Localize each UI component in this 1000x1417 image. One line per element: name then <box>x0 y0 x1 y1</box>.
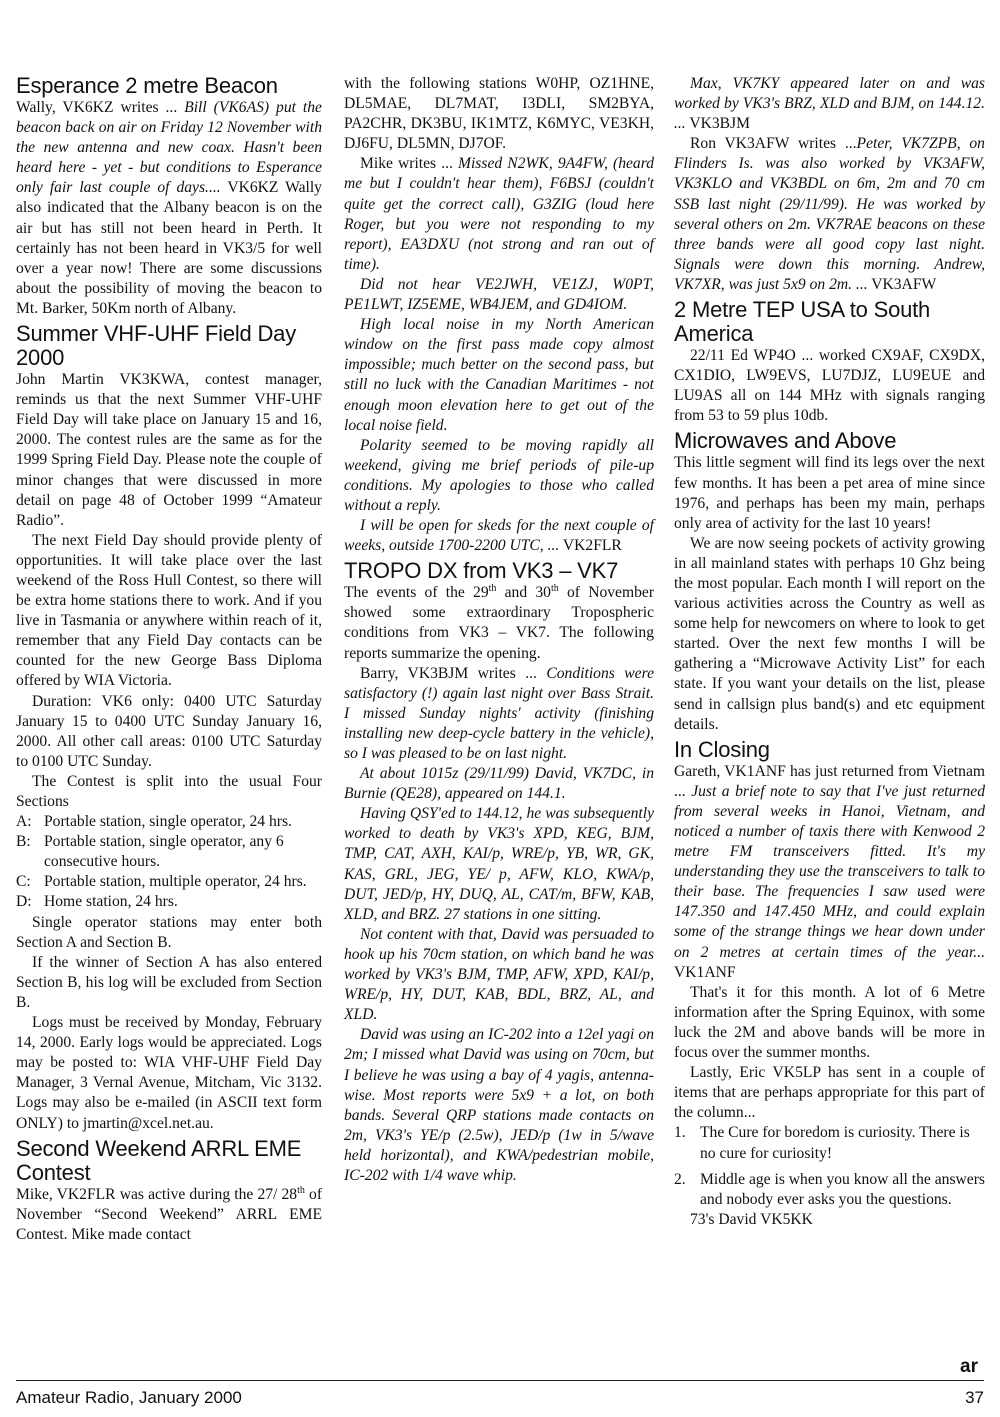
list-item-text: Middle age is when you know all the answers and nobody ever asks you the questions. <box>700 1170 985 1208</box>
beacon-paragraph <box>16 98 322 319</box>
eme-paragraph <box>16 1185 322 1245</box>
closing-paragraph-3: Lastly, Eric VK5LP has sent in a couple of items that are perhaps appropriate for this part of the column... <box>674 1064 985 1122</box>
section-text: Home station, 24 hrs. <box>44 893 178 911</box>
list-item <box>674 1123 985 1163</box>
tep-paragraph: 22/11 Ed WP4O ... worked CX9AF, CX9DX, CX1DIO, LW9EVS, LU7DJZ, LU9EUE and LU9AS all on 144 MHz with signals ranging from 53 to 59 plus 10db. <box>674 347 985 425</box>
closing-intro: Gareth, VK1ANF has just returned from Vietnam ... <box>674 762 985 800</box>
barry-paragraph-6 <box>674 74 985 134</box>
barry-intro: Barry, VK3BJM writes ... <box>360 664 547 682</box>
tropo-sup-1: th <box>488 583 497 595</box>
mike-signature: VK2FLR <box>559 537 622 555</box>
heading-eme-contest: Second Weekend ARRL EME Contest <box>16 1135 302 1185</box>
tropo-paragraph-1 <box>344 583 654 663</box>
section-text: Portable station, single operator, 24 hrs. <box>44 813 292 831</box>
section-item <box>16 812 322 832</box>
micro-paragraph-1: This little segment will find its legs over the next few months. It has been a pet area of mine since 1976, and perhaps has been my main, perhaps only area of activity for the last 10 years! <box>674 454 985 532</box>
ron-quote: Peter, VK7ZPB, on Flinders Is. was also worked by VK3AFW, VK3KLO and VK3BDL on 6m, 2m and 70 cm SSB last night (29/11/99). He was worked by several others on 2m. VK7RAE beacons on these three bands were all good copy last night. Signals were down this morning. Andrew, VK7XR, was just 5x9 on 2m. ... <box>674 135 985 293</box>
barry-paragraph-1 <box>344 664 654 764</box>
heading-tropo-dx: TROPO DX from VK3 – VK7 <box>344 558 619 584</box>
beacon-quote: Bill (VK6AS) put the beacon back on air on Friday 12 November with the new antenna and new coax. Hasn't been heard here - yet - but conditions to Esperance only fair last couple of days.... <box>16 99 322 197</box>
tropo-text-b: and 30 <box>496 584 551 602</box>
mike-quote: Missed N2WK, 9A4FW, (heard me but I couldn't hear them), F6BSJ (couldn't quite get the correct call), G3ZIG (loud here Roger, but you were not responding to my report), EA3DXU (not strong and ran out of time). <box>344 155 654 273</box>
eme-sup: th <box>297 1184 305 1196</box>
heading-field-day: Summer VHF-UHF Field Day 2000 <box>16 321 297 371</box>
beacon-rest: VK6KZ Wally also indicated that the Albany beacon is on the air but has still not been heard in Perth. It certainly has not been heard in VK3/5 for well over a year now! There are some discussions about the possibility of moving the beacon to Mt. Barker, 50Km north of Albany. <box>16 179 322 317</box>
barry-max: Max, VK7KY appeared later on and was worked by VK3's BRZ, XLD and BJM, on 144.12. ... <box>674 75 985 133</box>
fieldday-paragraph-7: Logs must be received by Monday, February 14, 2000. Early logs would be appreciated. Logs may be posted to: WIA VHF-UHF Field Day Manager, 3 Vernal Avenue, Mitcham, Vic 3132. Logs may also be e-mailed (in ASCII text form ONLY) to jmartin@xcel.net.au. <box>16 1014 322 1132</box>
ron-signature: VK3AFW <box>867 275 937 293</box>
tropo-text-c: of November showed some extraordinary Tropospheric conditions from VK3 – VK7. The following reports summarize the opening. <box>344 584 655 662</box>
barry-paragraph-5: David was using an IC-202 into a 12el yagi on 2m; I missed what David was using on 70cm, but I believe he was using a bay of 4 yagis, antenna-wise. Most reports were 5x9 + a lot, on both bands. Several QRP stations made contacts on 2m, VK3's YE/p (2.5w), JED/p (1w in 5/wave held horizontal), and KWA/pedestrian mobile, IC-202 with 1/4 wave whip. <box>344 1026 654 1184</box>
micro-paragraph-2: We are now seeing pockets of activity growing in all mainland states with perhaps 10 Ghz being the most popular. Each month I will report on the various activities across the Country as well as some help for newcomers on where to look to get started. Over the next few months I will be gathering a “Microwave Activity List” for each state. If you want your details on the list, please send in callsign plus band(s) and etc equipment details. <box>674 534 985 733</box>
mike-paragraph-2: Did not hear VE2JWH, VE1ZJ, W0PT, PE1LWT, IZ5EME, WB4JEM, and GD4IOM. <box>344 275 654 314</box>
barry-quote: Conditions were satisfactory (!) again last night over Bass Strait. I missed Sunday nights' activity (finishing installing new deep-cycle battery in the vehicle), so I was pleased to be on last night. <box>344 664 654 762</box>
section-label: B: <box>16 833 31 851</box>
heading-esperance-beacon: Esperance 2 metre Beacon <box>16 73 278 98</box>
section-label: A: <box>16 813 32 831</box>
column-2 <box>344 74 654 1186</box>
mike-paragraph-5 <box>344 516 654 556</box>
fieldday-paragraph-1: John Martin VK3KWA, contest manager, reminds us that the next Summer VHF-UHF Field Day will take place on January 15 and 16, 2000. The contest rules are the same as for the 1999 Spring Field Day. Please note the couple of minor changes that were discussed in more detail on page 48 of October 1999 “Amateur Radio”. <box>16 371 322 529</box>
fieldday-paragraph-4: The Contest is split into the usual Four Sections <box>16 772 322 810</box>
section-text: Portable station, multiple operator, 24 hrs. <box>44 873 307 891</box>
section-label: C: <box>16 873 31 891</box>
eme-station-list: with the following stations W0HP, OZ1HNE, DL5MAE, DL7MAT, I3DLI, SM2BYA, PA2CHR, DK3BU, IK1MTZ, K6MYC, VE3KH, DJ6FU, DL5MN, DJ7OF. <box>344 75 654 153</box>
section-text: Portable station, single operator, any 6 consecutive hours. <box>44 833 284 871</box>
section-item <box>16 832 322 872</box>
footer-publication: Amateur Radio, January 2000 <box>16 1388 242 1407</box>
mike-paragraph-1 <box>344 154 654 275</box>
list-item-number: 2. <box>674 1170 686 1188</box>
footer-rule <box>16 1380 984 1381</box>
closing-quote: Just a brief note to say that I've just returned from several weeks in Hanoi, Vietnam, and noticed a number of taxis there with Kenwood 2 metre FM transceivers fitted. It's my understanding they use the transceivers to talk to their base. The frequencies I saw used were 147.350 and 147.450 MHz, and could explain some of the strange things we hear down under on 2 metres at certain times of the year... <box>674 782 986 961</box>
mike-skeds: I will be open for skeds for the next couple of weeks, outside 1700-2200 UTC, ... <box>344 517 654 555</box>
ron-intro: Ron VK3AFW writes ... <box>690 135 857 153</box>
list-item <box>674 1170 985 1210</box>
mike-paragraph-3: High local noise in my North American window on the first pass made copy almost impossible; much better on the second pass, but still no luck with the Canadian Maritimes - not enough moon elevation here to get out of the local noise field. <box>344 316 654 434</box>
fieldday-paragraph-6: If the winner of Section A has also entered Section B, his log will be excluded from Section B. <box>16 953 322 1011</box>
list-item-number: 1. <box>674 1124 686 1142</box>
fieldday-paragraph-5: Single operator stations may enter both Section A and Section B. <box>16 913 322 951</box>
fieldday-paragraph-2: The next Field Day should provide plenty of opportunities. It will take place over the last weekend of the Ross Hull Contest, so there will be extra home stations there to work. And if you live in Tasmania or anywhere within reach of it, remember that any Field Day contacts can be counted for the new George Bass Diploma offered by WIA Victoria. <box>16 531 322 690</box>
ron-paragraph <box>674 134 985 295</box>
column-1 <box>16 74 322 1245</box>
heading-tep: 2 Metre TEP USA to South America <box>674 297 931 347</box>
barry-paragraph-3: Having QSY'ed to 144.12, he was subsequently worked to death by VK3's XPD, KEG, BJM, TMP, CAT, AXH, KAI/p, WRE/p, YB, WR, GK, KAS, GRL, JEG, YE/ p, AFW, KLO, KWA/p, DUT, JED/p, HY, DUQ, AL, CAT/m, BFW, KAB, XLD, and BRZ. 27 stations in one sitting. <box>344 805 654 923</box>
column-3 <box>674 74 985 1230</box>
beacon-intro: Wally, VK6KZ writes ... <box>16 99 185 116</box>
footer-page-number: 37 <box>965 1388 984 1407</box>
closing-signature: VK1ANF <box>674 963 736 981</box>
barry-signature: VK3BJM <box>685 115 750 133</box>
barry-paragraph-2: At about 1015z (29/11/99) David, VK7DC, in Burnie (QE28), appeared on 144.1. <box>344 765 654 803</box>
closing-paragraph-1 <box>674 762 985 983</box>
eme-text-a: Mike, VK2FLR was active during the 27/ 28 <box>16 1185 298 1203</box>
mike-intro: Mike writes ... <box>360 155 458 173</box>
fieldday-paragraph-3: Duration: VK6 only: 0400 UTC Saturday January 15 to 0400 UTC Sunday January 16, 2000. All other call areas: 0100 UTC Saturday to 0100 UTC Sunday. <box>16 692 322 770</box>
section-label: D: <box>16 893 32 911</box>
heading-in-closing: In Closing <box>674 736 770 762</box>
heading-microwaves: Microwaves and Above <box>674 428 897 454</box>
list-item-text: The Cure for boredom is curiosity. There is no cure for curiosity! <box>700 1124 970 1162</box>
mike-paragraph-4: Polarity seemed to be moving rapidly all weekend, giving me brief periods of pile-up conditions. My apologies to those who called without a reply. <box>344 436 654 514</box>
section-item <box>16 892 322 912</box>
section-item <box>16 872 322 892</box>
eme-text-b: of November “Second Weekend” ARRL EME Contest. Mike made contact <box>16 1185 323 1243</box>
tropo-text-a: The events of the 29 <box>344 584 489 602</box>
barry-paragraph-4: Not content with that, David was persuaded to hook up his 70cm station, on which band he was worked by VK3's BJM, TMP, AFW, XPD, KAI/p, WRE/p, HY, DUT, KAB, BDL, BRZ, AL, and XLD. <box>344 925 654 1024</box>
closing-paragraph-2: That's it for this month. A lot of 6 Metre information after the Spring Equinox, with some luck the 2M and above bands will be more in focus over the summer months. <box>674 983 985 1062</box>
signoff: 73's David VK5KK <box>690 1210 813 1228</box>
end-mark: ar <box>960 1356 978 1377</box>
tropo-sup-2: th <box>550 583 559 595</box>
